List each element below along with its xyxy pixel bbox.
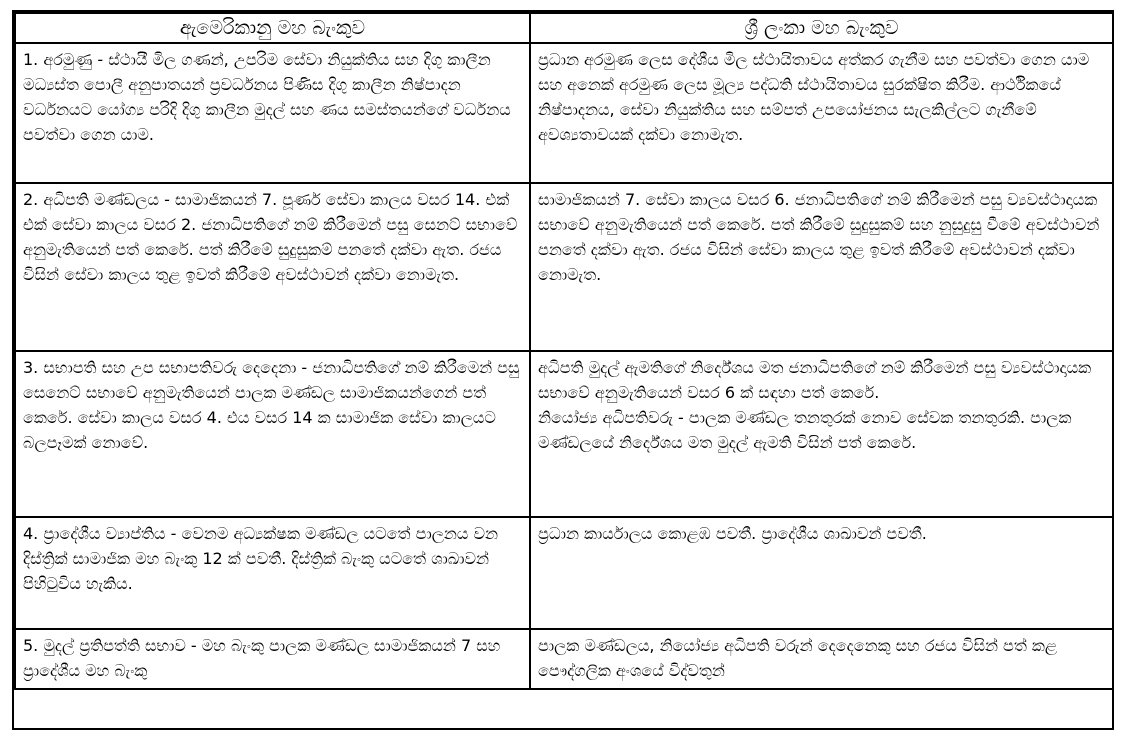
cell-sl-board: සාමාජිකයන් 7. සේවා කාලය වසර 6. ජනාධිපතිගේ නම් කිරීමෙන් පසු ව්‍යවස්ථාදායක සභාවේ අනුමැතියෙන් පත් කෙරේ. පත් කිරීමේ සුදුසුකම් සහ නුසුදුසු වීමේ අවස්ථාවන් පනතේ දක්වා ඇත. රජය විසින් සේවා කාලය තුළ ඉවත් කිරීමේ අවස්ථාවන් දක්වා නොමැත. [530, 183, 1113, 351]
table-row [15, 629, 1113, 689]
cell-sl-regional: ප්‍රධාන කාර්යාලය කොළඹ පවතී. ප්‍රාදේශීය ශාඛාවන් පවතී. [530, 517, 1113, 629]
cell-sl-policy-council: පාලක මණ්ඩලය, නියෝජ්‍ය අධිපති වරුන් දෙදෙනෙකු සහ රජය විසින් පත් කළ පෞද්ගලික අංශයේ විද්වතුන් [530, 629, 1113, 689]
cell-us-policy-council: 5. මුදල් ප්‍රතිපත්ති සභාව - මහ බැංකු පාලක මණ්ඩල සාමාජිකයන් 7 සහ ප්‍රාදේශීය මහ බැංකු [15, 629, 530, 689]
comparison-table [14, 12, 1114, 690]
table-row [15, 43, 1113, 183]
header-row [15, 13, 1113, 43]
table-row [15, 183, 1113, 351]
cell-sl-governor: අධිපති මුදල් ඇමතිගේ නිර්දේශය මත ජනාධිපතිගේ නම් කිරීමෙන් පසු ව්‍යවස්ථාදායක සභාවේ අනුමැතියෙන් වසර 6 ක් සඳහා පත් කෙරේ. නියෝජ්‍ය අධිපතිවරු - පාලක මණ්ඩල තනතුරක් නොව සේවක තනතුරකි. පාලක මණ්ඩලයේ නිර්දේශය මත මුදල් ඇමති විසින් පත් කෙරේ. [530, 351, 1113, 517]
cell-us-objectives: 1. අරමුණු - ස්ථායී මිල ගණන්, උපරිම සේවා නියුක්තිය සහ දිගු කාලීන මධ්‍යස්ත පොලී අනුපාතයන් ප්‍රවර්ධනය පිණිස දිගු කාලීන නිෂ්පාදන වර්ධනයට යෝග්‍ය පරිදි දිගු කාලීන මුදල් සහ ණය සමස්තයන්ගේ වර්ධනය පවත්වා ගෙන යාම. [15, 43, 530, 183]
cell-sl-objectives: ප්‍රධාන අරමුණ ලෙස දේශීය මිල ස්ථායිතාවය අත්කර ගැනීම සහ පවත්වා ගෙන යාම සහ අනෙක් අරමුණ ලෙස මූල්‍ය පද්ධති ස්ථායිතාවය සුරක්ෂිත කිරීම. ආර්ථිකයේ නිෂ්පාදනය, සේවා නියුක්තිය සහ සම්පත් උපයෝජනය සැලකිල්ලට ගැනීමේ අවශ්‍යතාවයක් දක්වා නොමැත. [530, 43, 1113, 183]
table-row [15, 351, 1113, 517]
cell-us-regional: 4. ප්‍රාදේශීය ව්‍යාප්තිය - වෙනම අධ්‍යක්ෂක මණ්ඩල යටතේ පාලනය වන දිස්ත්‍රික් සාමාජික මහ බැංකු 12 ක් පවතී. දිස්ත්‍රික් බැංකු යටතේ ශාඛාවන් පිහිටුවිය හැකිය. [15, 517, 530, 629]
header-us-fed: ඇමෙරිකානු මහ බැංකුව [15, 13, 530, 43]
table-row [15, 517, 1113, 629]
comparison-table-container [12, 10, 1114, 730]
header-cbsl: ශ්‍රී ලංකා මහ බැංකුව [530, 13, 1113, 43]
cell-us-chair: 3. සභාපති සහ උප සභාපතිවරු දෙදෙනා - ජනාධිපතිගේ නම් කිරීමෙන් පසු සෙනෙට් සභාවේ අනුමැතියෙන් පාලක මණ්ඩල සාමාජිකයන්ගෙන් පත් කෙරේ. සේවා කාලය වසර 4. එය වසර 14 ක සාමාජික සේවා කාලයට බලපෑමක් නොවේ. [15, 351, 530, 517]
cell-us-board: 2. අධිපති මණ්ඩලය - සාමාජිකයන් 7. පූර්ණ සේවා කාලය වසර 14. එක් එක් සේවා කාලය වසර 2. ජනාධිපතිගේ නම් කිරීමෙන් පසු සෙනට් සභාවේ අනුමැතියෙන් පත් කෙරේ. පත් කිරීමේ සුදුසුකම් පනතේ දක්වා ඇත. රජය විසින් සේවා කාලය තුළ ඉවත් කිරීමේ අවස්ථාවන් දක්වා නොමැත. [15, 183, 530, 351]
